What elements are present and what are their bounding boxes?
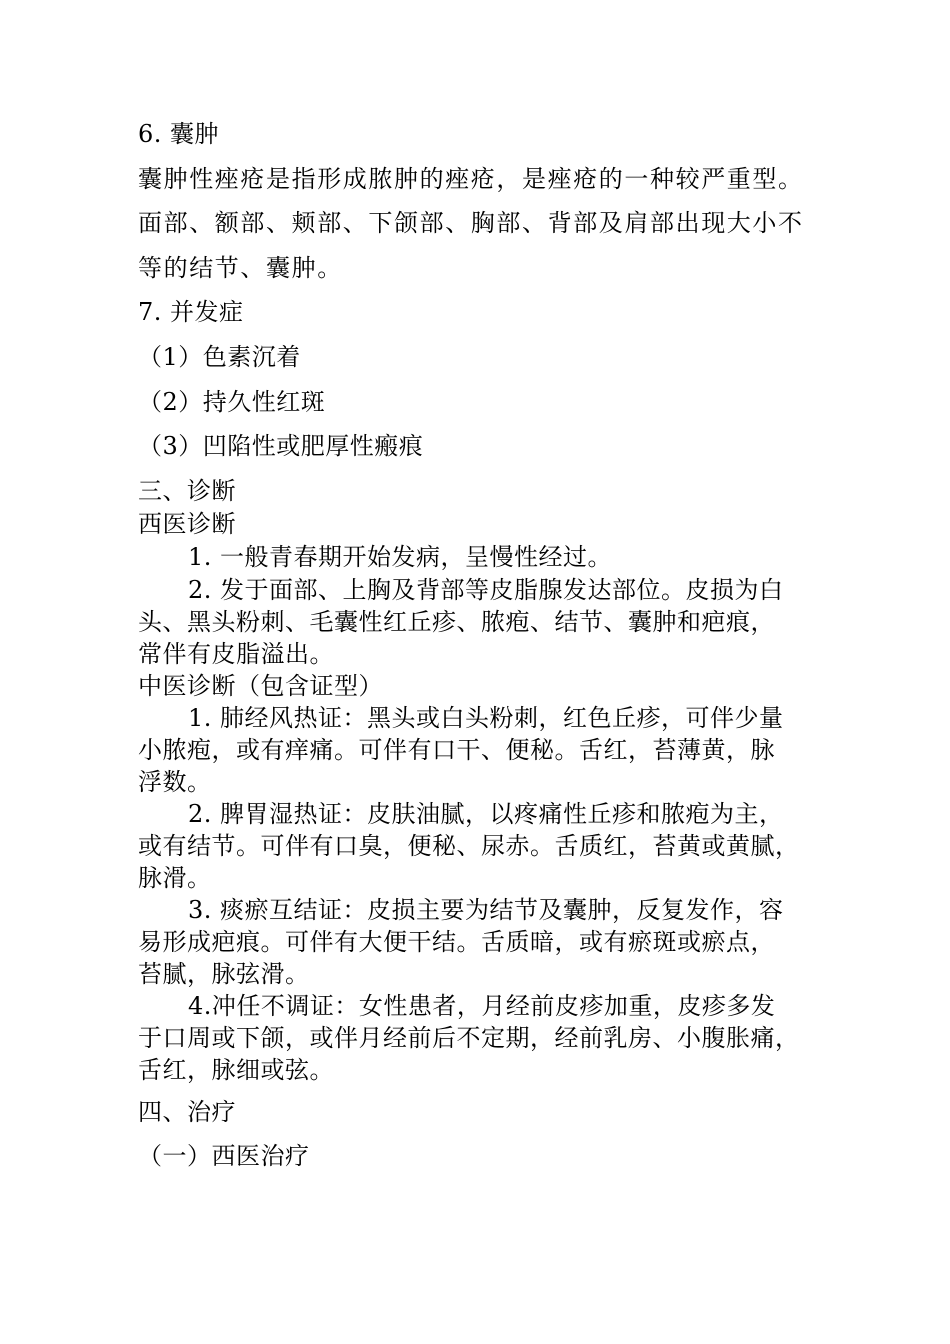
tcm-pattern-line: 2. 脾胃湿热证：皮肤油腻，以疼痛性丘疹和脓疱为主， xyxy=(188,800,784,828)
western-criterion-line: 常伴有皮脂溢出。 xyxy=(138,640,334,668)
tcm-pattern-line: 脉滑。 xyxy=(138,864,212,892)
tcm-pattern-line: 苔腻，脉弦滑。 xyxy=(138,960,310,988)
western-criterion-line: 1. 一般青春期开始发病，呈慢性经过。 xyxy=(188,543,613,571)
tcm-pattern-line: 舌红，脉细或弦。 xyxy=(138,1056,334,1084)
western-treatment-subheading: （一）西医治疗 xyxy=(138,1142,310,1170)
tcm-pattern-line: 4.冲任不调证：女性患者，月经前皮疹加重，皮疹多发 xyxy=(188,992,776,1020)
section-6-text-line: 面部、额部、颊部、下颌部、胸部、背部及肩部出现大小不 xyxy=(138,209,804,237)
western-criterion-line: 头、黑头粉刺、毛囊性红丘疹、脓疱、结节、囊肿和疤痕， xyxy=(138,608,775,636)
treatment-heading: 四、治疗 xyxy=(138,1098,236,1126)
complication-item: （3）凹陷性或肥厚性瘢痕 xyxy=(138,432,424,460)
complication-item: （2）持久性红斑 xyxy=(138,388,326,416)
tcm-pattern-line: 小脓疱，或有痒痛。可伴有口干、便秘。舌红，苔薄黄，脉 xyxy=(138,736,775,764)
section-7-heading: 7. 并发症 xyxy=(138,298,244,326)
tcm-pattern-line: 或有结节。可伴有口臭，便秘、尿赤。舌质红，苔黄或黄腻， xyxy=(138,832,800,860)
tcm-pattern-line: 于口周或下颌，或伴月经前后不定期，经前乳房、小腹胀痛， xyxy=(138,1024,800,1052)
western-criterion-line: 2. 发于面部、上胸及背部等皮脂腺发达部位。皮损为白 xyxy=(188,576,784,604)
tcm-pattern-line: 1. 肺经风热证：黑头或白头粉刺，红色丘疹，可伴少量 xyxy=(188,704,784,732)
tcm-pattern-line: 3. 痰瘀互结证：皮损主要为结节及囊肿，反复发作，容 xyxy=(188,896,784,924)
section-6-text-line: 等的结节、囊肿。 xyxy=(138,254,343,282)
tcm-pattern-line: 浮数。 xyxy=(138,768,212,796)
tcm-pattern-line: 易形成疤痕。可伴有大便干结。舌质暗，或有瘀斑或瘀点， xyxy=(138,928,775,956)
section-6-text-line: 囊肿性痤疮是指形成脓肿的痤疮，是痤疮的一种较严重型。 xyxy=(138,165,804,193)
western-diagnosis-heading: 西医诊断 xyxy=(138,510,236,538)
diagnosis-heading: 三、诊断 xyxy=(138,477,236,505)
complication-item: （1）色素沉着 xyxy=(138,343,301,371)
tcm-diagnosis-heading: 中医诊断（包含证型） xyxy=(138,672,383,700)
section-6-heading: 6. 囊肿 xyxy=(138,120,220,148)
